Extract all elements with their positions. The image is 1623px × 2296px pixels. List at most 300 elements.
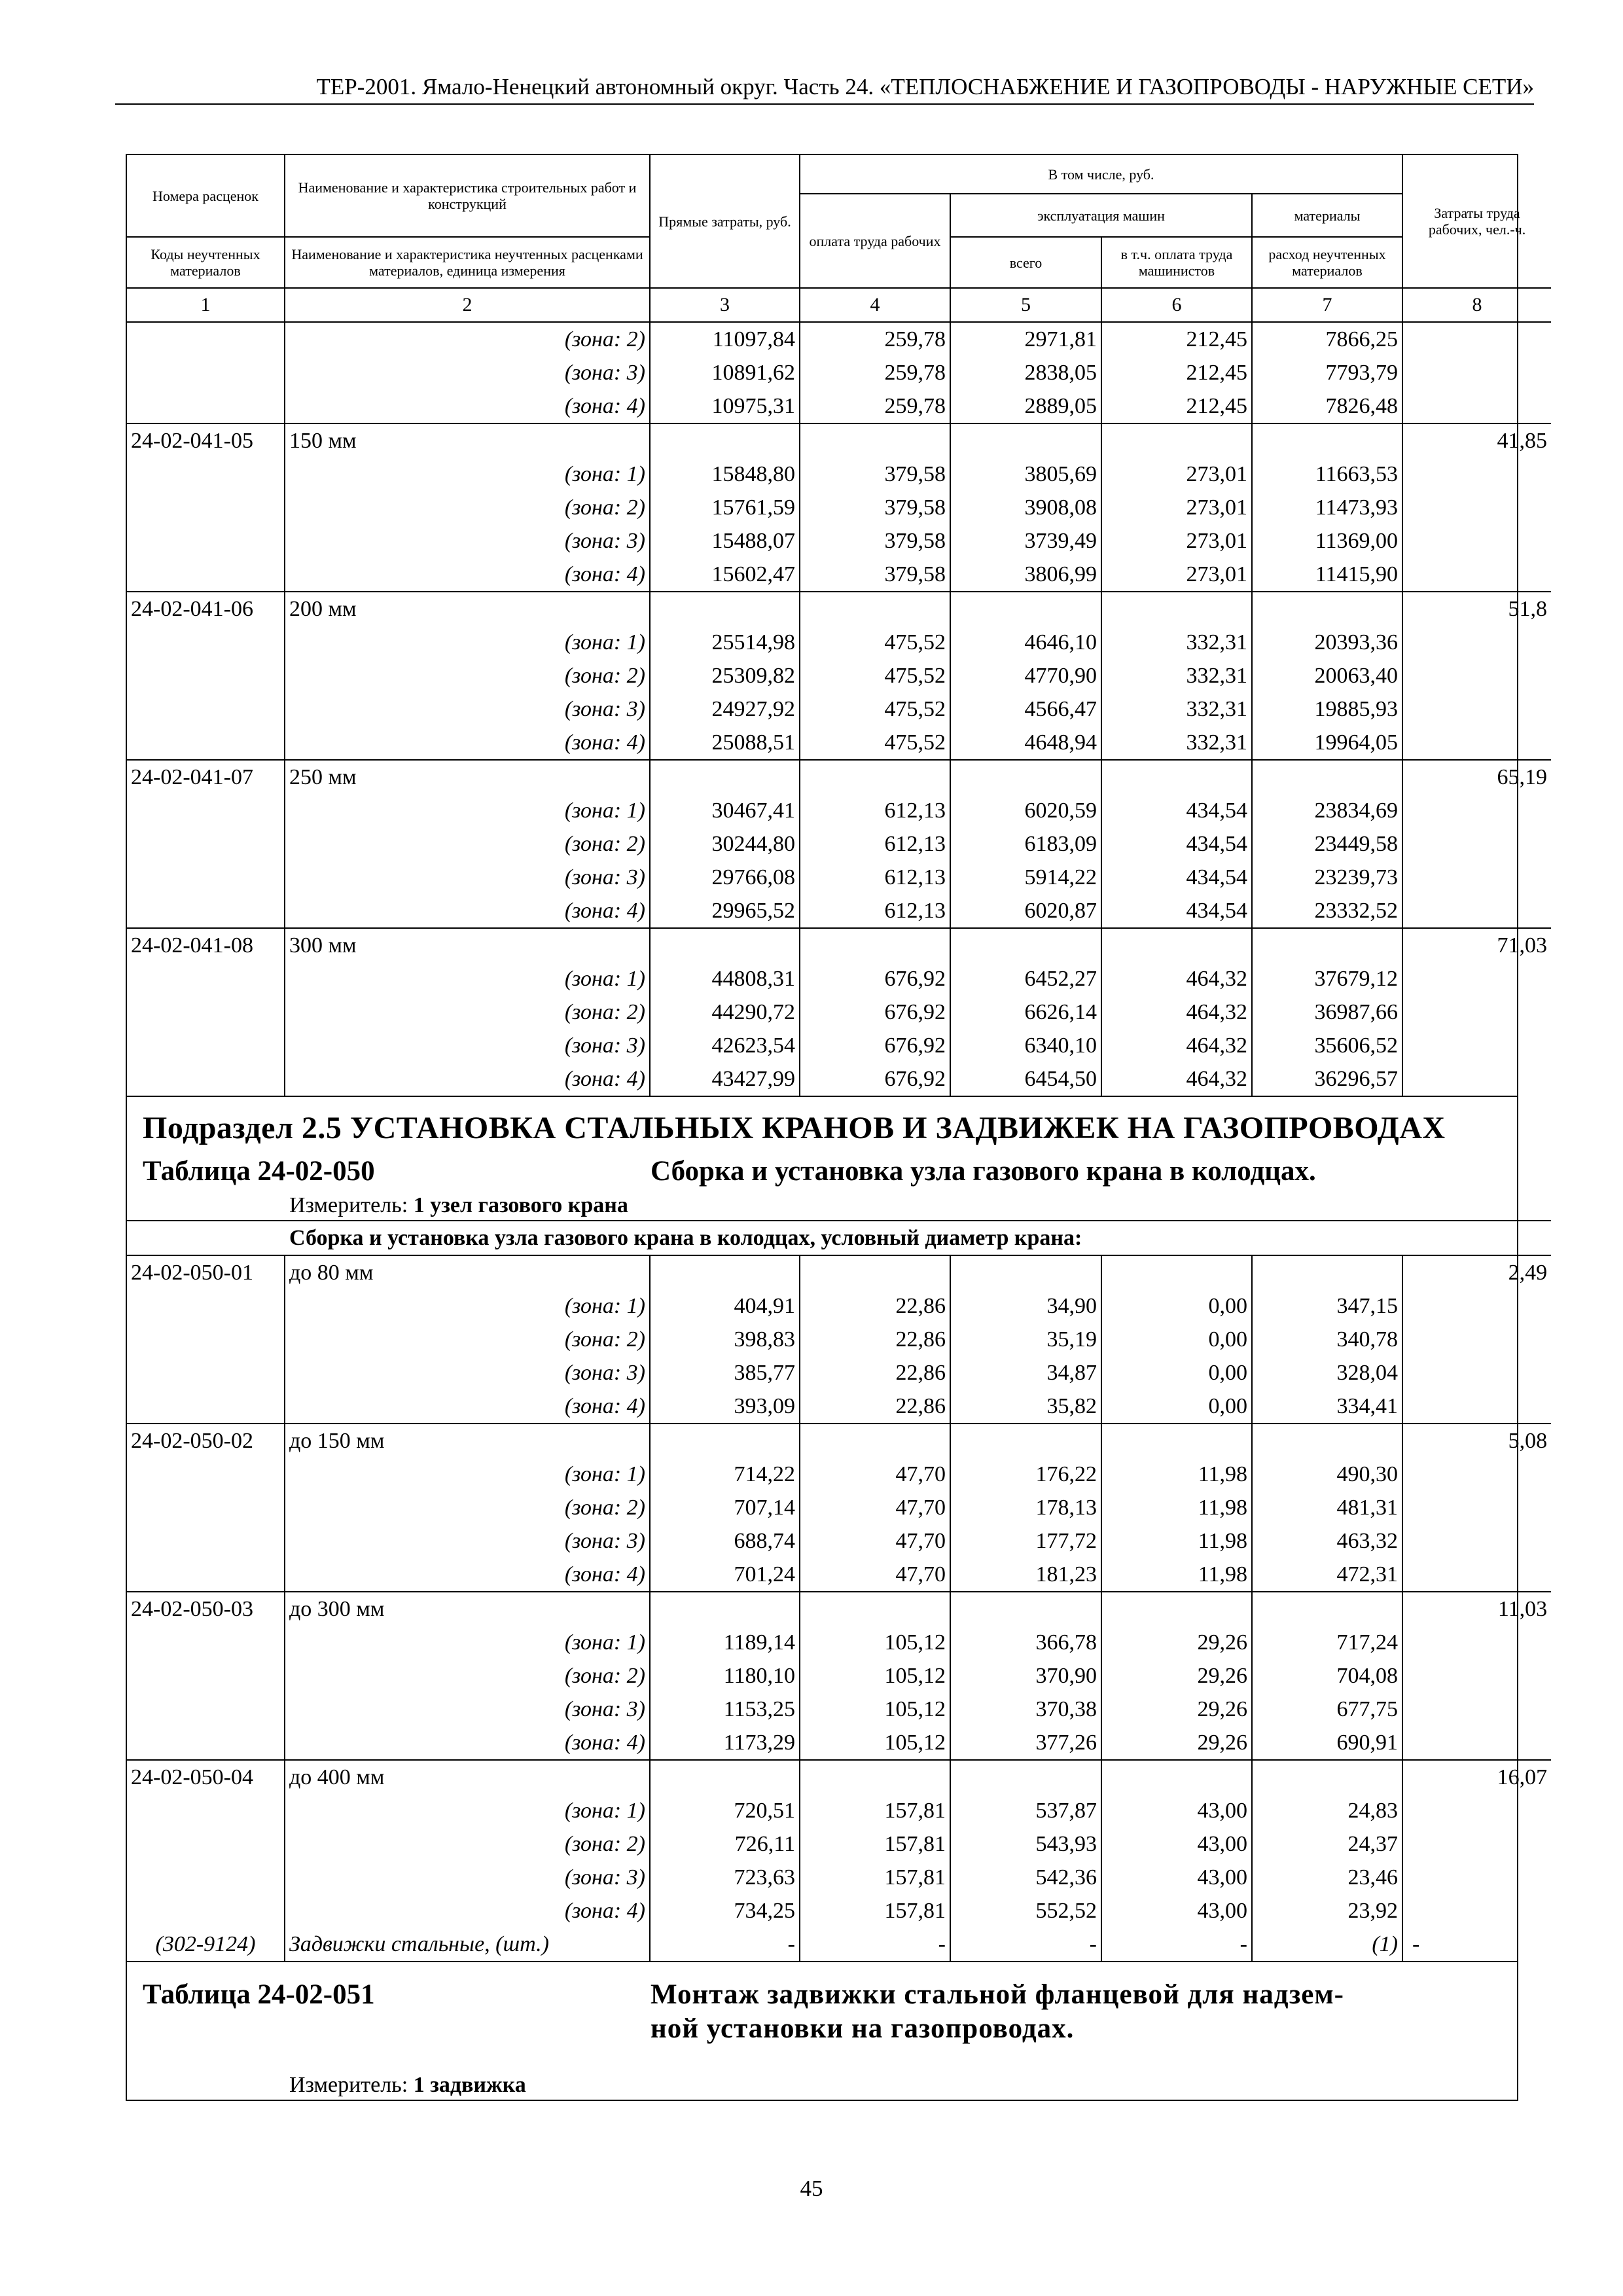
value-cell: 178,13 — [950, 1491, 1101, 1524]
value-cell: 434,54 — [1101, 894, 1252, 928]
table-row — [127, 1794, 1551, 1827]
labor-cell — [1402, 1659, 1551, 1693]
zone-label: (зона: 4) — [285, 1894, 650, 1928]
zone-label: (зона: 2) — [285, 1827, 650, 1861]
table-row — [127, 1861, 1551, 1894]
value-cell — [1252, 1424, 1402, 1458]
value-cell: 29766,08 — [650, 861, 800, 894]
rate-code-cell — [127, 827, 285, 861]
value-cell: 1180,10 — [650, 1659, 800, 1693]
rate-code: 24-02-050-02 — [127, 1424, 285, 1458]
zone-label: (зона: 4) — [285, 894, 650, 928]
value-cell — [650, 1592, 800, 1626]
table-row — [127, 524, 1551, 558]
value-cell: 332,31 — [1101, 692, 1252, 726]
table-051-measure — [127, 2071, 1517, 2100]
zone-label: (зона: 2) — [285, 1659, 650, 1693]
value-cell: (1) — [1252, 1928, 1402, 1961]
labor-cost: 11,03 — [1402, 1592, 1551, 1626]
header-group: В том числе, руб. — [800, 155, 1402, 194]
value-cell — [1252, 423, 1402, 457]
value-cell: 105,12 — [800, 1659, 950, 1693]
material-row — [127, 1928, 1551, 1961]
value-cell: 43,00 — [1101, 1827, 1252, 1861]
value-cell: 472,31 — [1252, 1558, 1402, 1592]
value-cell: 30467,41 — [650, 794, 800, 827]
table-row — [127, 692, 1551, 726]
table-row — [127, 659, 1551, 692]
rate-name: до 150 мм — [285, 1424, 650, 1458]
page-number: 45 — [800, 2176, 823, 2201]
labor-cost: 16,07 — [1402, 1760, 1551, 1794]
value-cell: 0,00 — [1101, 1289, 1252, 1323]
value-cell: 11,98 — [1101, 1524, 1252, 1558]
value-cell: 7826,48 — [1252, 389, 1402, 423]
value-cell: 157,81 — [800, 1794, 950, 1827]
value-cell: 707,14 — [650, 1491, 800, 1524]
value-cell — [1101, 1424, 1252, 1458]
value-cell: 481,31 — [1252, 1491, 1402, 1524]
labor-cell — [1402, 1726, 1551, 1760]
rate-code: 24-02-041-06 — [127, 592, 285, 626]
value-cell: 105,12 — [800, 1726, 950, 1760]
value-cell — [800, 1592, 950, 1626]
value-cell: 464,32 — [1101, 996, 1252, 1029]
value-cell: 15488,07 — [650, 524, 800, 558]
value-cell: 704,08 — [1252, 1659, 1402, 1693]
value-cell — [1101, 592, 1252, 626]
rates-body-a — [127, 323, 1551, 1096]
value-cell: 259,78 — [800, 389, 950, 423]
table-051-heading — [127, 1961, 1517, 2044]
value-cell: 404,91 — [650, 1289, 800, 1323]
value-cell: 11097,84 — [650, 323, 800, 356]
value-cell: 24,83 — [1252, 1794, 1402, 1827]
header-col1-top: Номера расценок — [127, 155, 285, 237]
value-cell: 15602,47 — [650, 558, 800, 592]
table-row — [127, 491, 1551, 524]
zone-label: (зона: 4) — [285, 558, 650, 592]
value-cell: 157,81 — [800, 1861, 950, 1894]
table-051-title-line1: Монтаж задвижки стальной фланцевой для надзем- — [651, 1979, 1344, 2010]
value-cell: 157,81 — [800, 1894, 950, 1928]
header-col3: Прямые затраты, руб. — [650, 155, 800, 288]
measure-value: 1 задвижка — [413, 2073, 526, 2097]
labor-cell — [1402, 1289, 1551, 1323]
value-cell: 612,13 — [800, 894, 950, 928]
value-cell: 36987,66 — [1252, 996, 1402, 1029]
rate-code-cell — [127, 356, 285, 389]
value-cell: 29965,52 — [650, 894, 800, 928]
value-cell: 0,00 — [1101, 1390, 1252, 1424]
value-cell: 612,13 — [800, 861, 950, 894]
value-cell: 332,31 — [1101, 659, 1252, 692]
value-cell: 717,24 — [1252, 1626, 1402, 1659]
value-cell: 434,54 — [1101, 794, 1252, 827]
rate-code-cell — [127, 1390, 285, 1424]
value-cell — [950, 1760, 1101, 1794]
value-cell: 34,90 — [950, 1289, 1101, 1323]
value-cell: 273,01 — [1101, 457, 1252, 491]
value-cell: 370,38 — [950, 1693, 1101, 1726]
rate-code: 24-02-041-07 — [127, 760, 285, 794]
value-cell — [1101, 760, 1252, 794]
table-row — [127, 1323, 1551, 1356]
value-cell: 6020,59 — [950, 794, 1101, 827]
value-cell — [800, 592, 950, 626]
value-cell: 434,54 — [1101, 827, 1252, 861]
value-cell: 612,13 — [800, 794, 950, 827]
value-cell — [800, 1255, 950, 1289]
zone-label: (зона: 3) — [285, 1524, 650, 1558]
labor-cell — [1402, 726, 1551, 760]
value-cell: 464,32 — [1101, 1029, 1252, 1062]
labor-cell — [1402, 962, 1551, 996]
value-cell: 30244,80 — [650, 827, 800, 861]
value-cell — [800, 760, 950, 794]
value-cell: 44808,31 — [650, 962, 800, 996]
value-cell: 379,58 — [800, 457, 950, 491]
value-cell: 22,86 — [800, 1390, 950, 1424]
rate-code-cell — [127, 1491, 285, 1524]
table-row — [127, 558, 1551, 592]
value-cell: 212,45 — [1101, 389, 1252, 423]
value-cell: 23449,58 — [1252, 827, 1402, 861]
value-cell: 6626,14 — [950, 996, 1101, 1029]
table-row — [127, 996, 1551, 1029]
value-cell: 11415,90 — [1252, 558, 1402, 592]
zone-label: (зона: 2) — [285, 1491, 650, 1524]
value-cell — [1252, 760, 1402, 794]
zone-label: (зона: 4) — [285, 1390, 650, 1424]
labor-cell — [1402, 356, 1551, 389]
value-cell: 464,32 — [1101, 962, 1252, 996]
value-cell: 259,78 — [800, 323, 950, 356]
col-number: 1 — [127, 288, 285, 322]
running-head: ТЕР-2001. Ямало-Ненецкий автономный округ. Часть 24. «ТЕПЛОСНАБЖЕНИЕ И ГАЗОПРОВОДЫ - НАРУЖНЫЕ СЕТИ» — [316, 74, 1534, 99]
value-cell — [800, 1760, 950, 1794]
rate-code-cell — [127, 389, 285, 423]
table-row — [127, 1558, 1551, 1592]
labor-cost: 5,08 — [1402, 1424, 1551, 1458]
labor-cell — [1402, 1356, 1551, 1390]
table-row — [127, 794, 1551, 827]
material-code: (302-9124) — [155, 1932, 256, 1956]
table-row — [127, 457, 1551, 491]
value-cell: 379,58 — [800, 524, 950, 558]
value-cell: 47,70 — [800, 1524, 950, 1558]
labor-cost: 2,49 — [1402, 1255, 1551, 1289]
table-row — [127, 1726, 1551, 1760]
table-row — [127, 1659, 1551, 1693]
rate-code-cell — [127, 894, 285, 928]
header-col8: Затраты труда рабочих, чел.-ч. — [1402, 155, 1551, 288]
zone-label: (зона: 3) — [285, 524, 650, 558]
subsection-title: Подраздел 2.5 УСТАНОВКА СТАЛЬНЫХ КРАНОВ И ЗАДВИЖЕК НА ГАЗОПРОВОДАХ — [127, 1096, 1517, 1152]
value-cell: 47,70 — [800, 1491, 950, 1524]
value-cell: 6340,10 — [950, 1029, 1101, 1062]
labor-cell — [1402, 894, 1551, 928]
rate-name: 250 мм — [285, 760, 650, 794]
value-cell: 273,01 — [1101, 524, 1252, 558]
rate-code-cell — [127, 692, 285, 726]
zone-label: (зона: 3) — [285, 1356, 650, 1390]
value-cell — [1252, 928, 1402, 962]
value-cell: 35,82 — [950, 1390, 1101, 1424]
value-cell: 464,32 — [1101, 1062, 1252, 1096]
rate-code-cell — [127, 524, 285, 558]
zone-label: (зона: 2) — [285, 659, 650, 692]
rate-code: 24-02-041-08 — [127, 928, 285, 962]
rate-code: 24-02-041-05 — [127, 423, 285, 457]
zone-label: (зона: 1) — [285, 1794, 650, 1827]
value-cell: 720,51 — [650, 1794, 800, 1827]
value-cell: 15761,59 — [650, 491, 800, 524]
zone-label: (зона: 2) — [285, 491, 650, 524]
table-050-description-row — [127, 1221, 1551, 1255]
labor-cell — [1402, 1558, 1551, 1592]
value-cell: 434,54 — [1101, 861, 1252, 894]
value-cell: 366,78 — [950, 1626, 1101, 1659]
value-cell: 11369,00 — [1252, 524, 1402, 558]
value-cell: 7793,79 — [1252, 356, 1402, 389]
labor-cost: 41,85 — [1402, 423, 1551, 457]
zone-label: (зона: 2) — [285, 323, 650, 356]
value-cell: 6020,87 — [950, 894, 1101, 928]
value-cell — [650, 1424, 800, 1458]
zone-label: (зона: 2) — [285, 996, 650, 1029]
table-050-title: Сборка и установка узла газового крана в колодцах. — [651, 1156, 1316, 1187]
header-materials: материалы — [1252, 194, 1402, 237]
labor-cost: 71,03 — [1402, 928, 1551, 962]
col-number: 5 — [950, 288, 1101, 322]
value-cell — [1252, 1592, 1402, 1626]
value-cell — [650, 423, 800, 457]
col-number: 8 — [1402, 288, 1551, 322]
col-number: 2 — [285, 288, 650, 322]
value-cell: 23834,69 — [1252, 794, 1402, 827]
rates-body-b — [127, 1220, 1551, 1961]
measure-value: 1 узел газового крана — [413, 1193, 628, 1217]
rate-code-cell — [127, 1894, 285, 1928]
value-cell — [950, 423, 1101, 457]
labor-cell — [1402, 558, 1551, 592]
value-cell: 537,87 — [950, 1794, 1101, 1827]
value-cell: 2889,05 — [950, 389, 1101, 423]
value-cell: 37679,12 — [1252, 962, 1402, 996]
rate-code-cell — [127, 323, 285, 356]
rate-name: 200 мм — [285, 592, 650, 626]
labor-cell — [1402, 1458, 1551, 1491]
col-number: 7 — [1252, 288, 1402, 322]
zone-label: (зона: 2) — [285, 827, 650, 861]
value-cell: 4566,47 — [950, 692, 1101, 726]
value-cell: 726,11 — [650, 1827, 800, 1861]
rate-group-row — [127, 1592, 1551, 1626]
value-cell — [1101, 1592, 1252, 1626]
rate-code-cell — [127, 626, 285, 659]
value-cell: 25514,98 — [650, 626, 800, 659]
value-cell: 475,52 — [800, 726, 950, 760]
rate-name: до 400 мм — [285, 1760, 650, 1794]
value-cell: - — [650, 1928, 800, 1961]
value-cell: 11473,93 — [1252, 491, 1402, 524]
zone-label: (зона: 4) — [285, 726, 650, 760]
header-col6: в т.ч. оплата труда машинистов — [1101, 237, 1252, 288]
value-cell — [950, 760, 1101, 794]
rate-code-cell — [127, 996, 285, 1029]
value-cell: 177,72 — [950, 1524, 1101, 1558]
value-cell: 212,45 — [1101, 323, 1252, 356]
table-row — [127, 1524, 1551, 1558]
zone-label: (зона: 3) — [285, 861, 650, 894]
labor-cell — [1402, 1062, 1551, 1096]
rate-code: 24-02-050-04 — [127, 1760, 285, 1794]
value-cell: 24,37 — [1252, 1827, 1402, 1861]
table-row — [127, 861, 1551, 894]
rate-code-cell — [127, 491, 285, 524]
value-cell: 35,19 — [950, 1323, 1101, 1356]
value-cell: 2838,05 — [950, 356, 1101, 389]
table-row — [127, 1390, 1551, 1424]
value-cell: 463,32 — [1252, 1524, 1402, 1558]
rate-name: до 80 мм — [285, 1255, 650, 1289]
value-cell: 688,74 — [650, 1524, 800, 1558]
value-cell — [1252, 1760, 1402, 1794]
value-cell: 690,91 — [1252, 1726, 1402, 1760]
table-row — [127, 323, 1551, 356]
labor-cell — [1402, 1827, 1551, 1861]
col-number: 6 — [1101, 288, 1252, 322]
labor-cell — [1402, 1390, 1551, 1424]
value-cell: 259,78 — [800, 356, 950, 389]
rate-name: 300 мм — [285, 928, 650, 962]
value-cell: 43,00 — [1101, 1794, 1252, 1827]
table-051-label: Таблица 24-02-051 — [143, 1979, 375, 2010]
value-cell: 25088,51 — [650, 726, 800, 760]
table-row — [127, 1356, 1551, 1390]
rate-code-cell — [127, 1861, 285, 1894]
value-cell: 475,52 — [800, 659, 950, 692]
value-cell — [650, 928, 800, 962]
header-col2-bottom: Наименование и характеристика неучтенных расценками материалов, единица измерения — [285, 237, 650, 288]
rate-code-cell — [127, 1827, 285, 1861]
rate-code-cell — [127, 558, 285, 592]
value-cell — [950, 1424, 1101, 1458]
labor-cell — [1402, 1323, 1551, 1356]
labor-cell — [1402, 626, 1551, 659]
value-cell: 475,52 — [800, 626, 950, 659]
value-cell: 22,86 — [800, 1289, 950, 1323]
rate-name: 150 мм — [285, 423, 650, 457]
value-cell — [650, 1255, 800, 1289]
value-cell: 612,13 — [800, 827, 950, 861]
rate-code-cell — [127, 861, 285, 894]
value-cell — [950, 1592, 1101, 1626]
rate-code-cell — [127, 1693, 285, 1726]
table-row — [127, 1693, 1551, 1726]
labor-cell — [1402, 1894, 1551, 1928]
value-cell: 47,70 — [800, 1458, 950, 1491]
value-cell — [800, 928, 950, 962]
zone-label: (зона: 1) — [285, 457, 650, 491]
value-cell: 44290,72 — [650, 996, 800, 1029]
value-cell: 676,92 — [800, 996, 950, 1029]
value-cell: 677,75 — [1252, 1693, 1402, 1726]
rate-group-row — [127, 1255, 1551, 1289]
value-cell: 23332,52 — [1252, 894, 1402, 928]
value-cell: 10975,31 — [650, 389, 800, 423]
table-row — [127, 1458, 1551, 1491]
zone-label: (зона: 3) — [285, 1693, 650, 1726]
value-cell — [800, 423, 950, 457]
value-cell: 543,93 — [950, 1827, 1101, 1861]
value-cell: 2971,81 — [950, 323, 1101, 356]
table-row — [127, 1491, 1551, 1524]
rate-code-cell — [127, 1659, 285, 1693]
value-cell: 714,22 — [650, 1458, 800, 1491]
rate-code-cell — [127, 794, 285, 827]
header-col7: расход неучтенных материалов — [1252, 237, 1402, 288]
labor-cell — [1402, 1693, 1551, 1726]
rate-group-row — [127, 760, 1551, 794]
rate-code-cell — [127, 1794, 285, 1827]
col-number: 3 — [650, 288, 800, 322]
value-cell: 1153,25 — [650, 1693, 800, 1726]
rate-group-row — [127, 592, 1551, 626]
value-cell: 3805,69 — [950, 457, 1101, 491]
value-cell — [950, 592, 1101, 626]
table-050-label: Таблица 24-02-050 — [143, 1156, 375, 1187]
rate-group-row — [127, 1760, 1551, 1794]
header-col4: оплата труда рабочих — [800, 194, 950, 288]
value-cell: 212,45 — [1101, 356, 1252, 389]
value-cell: 23,92 — [1252, 1894, 1402, 1928]
rate-group-row — [127, 1424, 1551, 1458]
table-051-title-line2: ной установки на газопроводах. — [651, 2013, 1075, 2044]
table-row — [127, 1827, 1551, 1861]
value-cell: 6452,27 — [950, 962, 1101, 996]
labor-cell — [1402, 794, 1551, 827]
rates-table-frame — [126, 154, 1548, 2101]
value-cell: 379,58 — [800, 491, 950, 524]
material-name: Задвижки стальные, (шт.) — [285, 1928, 650, 1961]
value-cell: 11,98 — [1101, 1458, 1252, 1491]
value-cell: 3908,08 — [950, 491, 1101, 524]
header-rule — [115, 103, 1534, 105]
value-cell — [950, 928, 1101, 962]
table-row — [127, 1894, 1551, 1928]
value-cell: 3806,99 — [950, 558, 1101, 592]
value-cell: 23239,73 — [1252, 861, 1402, 894]
value-cell — [800, 1424, 950, 1458]
value-cell: 7866,25 — [1252, 323, 1402, 356]
zone-label: (зона: 2) — [285, 1323, 650, 1356]
value-cell: 22,86 — [800, 1323, 950, 1356]
header-machines: эксплуатация машин — [950, 194, 1252, 237]
value-cell: 723,63 — [650, 1861, 800, 1894]
rate-code-cell — [127, 1458, 285, 1491]
labor-cell — [1402, 827, 1551, 861]
value-cell: 0,00 — [1101, 1356, 1252, 1390]
value-cell: 6454,50 — [950, 1062, 1101, 1096]
rate-code-cell — [127, 1626, 285, 1659]
rate-code-cell — [127, 1323, 285, 1356]
zone-label: (зона: 1) — [285, 1626, 650, 1659]
value-cell: 11,98 — [1101, 1491, 1252, 1524]
table-row — [127, 894, 1551, 928]
labor-cell — [1402, 996, 1551, 1029]
